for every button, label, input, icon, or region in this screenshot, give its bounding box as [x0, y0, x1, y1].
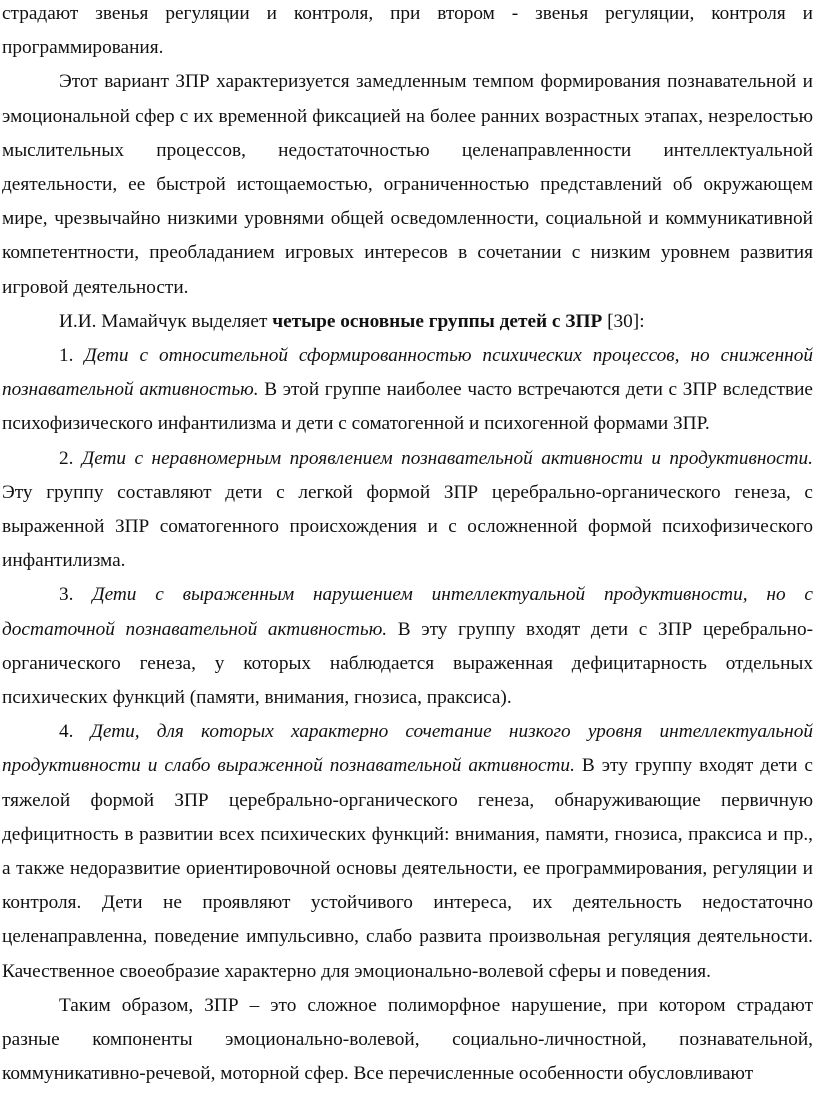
group-description: В этой группе наиболее часто встречаются дети с ЗПР вследствие психофизического инфантилизма и дети с соматогенной и психогенной формами ЗПР.	[2, 379, 813, 435]
group-title: Дети с относительной сформированностью психических процессов, но сниженной познавательной активностью.	[2, 345, 814, 401]
list-item-group-2	[2, 442, 813, 579]
group-description: Эту группу составляют дети с легкой формой ЗПР церебрально-органического генеза, с выраженной ЗПР соматогенного происхождения и с осложненной формой психофизического инфантилизма.	[2, 481, 813, 572]
group-title: Дети с выраженным нарушением интеллектуальной продуктивности, но с достаточной познавательной активностью.	[2, 584, 813, 640]
intro-text: И.И. Мамайчук выделяет	[59, 310, 273, 332]
paragraph-conclusion	[2, 989, 813, 1092]
intro-bold-text: четыре основные группы детей с ЗПР	[272, 310, 603, 332]
list-number: 4.	[59, 721, 74, 743]
paragraph-text: Этот вариант ЗПР характеризуется замедленным темпом формирования познавательной и эмоциональной сфер с их временной фиксацией на более ранних возрастных этапах, незрелостью мыслительных процессов, недостаточностью целенаправленности интеллектуальной деятельности, ее быстрой истощаемостью, ограниченностью представлений об окружающем мире, чрезвычайно низкими уровнями общей осведомленности, социальной и коммуникативной компетентности, преобладанием игровых интересов в сочетании с низким уровнем развития игровой деятельности.	[2, 71, 813, 298]
group-description: В эту группу входят дети с тяжелой формой ЗПР церебрально-органического генеза, обнаруживающие первичную дефицитность в развитии всех психических функций: внимания, памяти, гнозиса, праксиса и пр., а также недоразвитие ориентировочной основы деятельности, ее программирования, регуляции и контроля. Дети не проявляют устойчивого интереса, их деятельность недостаточно целенаправленна, поведение импульсивно, слабо развита произвольная регуляция деятельности. Качественное своеобразие характерно для эмоционально-волевой сферы и поведения.	[2, 755, 813, 982]
paragraph-continuation	[2, 0, 813, 65]
group-title: Дети, для которых характерно сочетание низкого уровня интеллектуальной продуктивности и слабо выраженной познавательной активности.	[2, 721, 814, 777]
list-item-group-3	[2, 578, 813, 715]
list-item-group-4	[2, 715, 813, 989]
paragraph-groups-intro	[2, 305, 813, 339]
list-item-group-1	[2, 339, 813, 442]
group-title: Дети с неравномерным проявлением познавательной активности и продуктивности.	[81, 447, 813, 469]
paragraph-text: страдают звенья регуляции и контроля, при втором - звенья регуляции, контроля и программирования.	[2, 3, 813, 59]
list-number: 3.	[59, 584, 74, 606]
group-description: В эту группу входят дети с ЗПР церебрально-органического генеза, у которых наблюдается выраженная дефицитарность отдельных психических функций (памяти, внимания, гнозиса, праксиса).	[2, 618, 813, 709]
paragraph-text: Таким образом, ЗПР – это сложное полиморфное нарушение, при котором страдают разные компоненты эмоционально-волевой, социально-личностной, познавательной, коммуникативно-речевой, моторной сфер. Все перечисленные особенности обусловливают	[2, 994, 813, 1085]
intro-citation: [30]:	[602, 310, 645, 332]
paragraph-zpr-variant	[2, 65, 813, 304]
list-number: 1.	[59, 345, 74, 367]
list-number: 2.	[59, 447, 74, 469]
